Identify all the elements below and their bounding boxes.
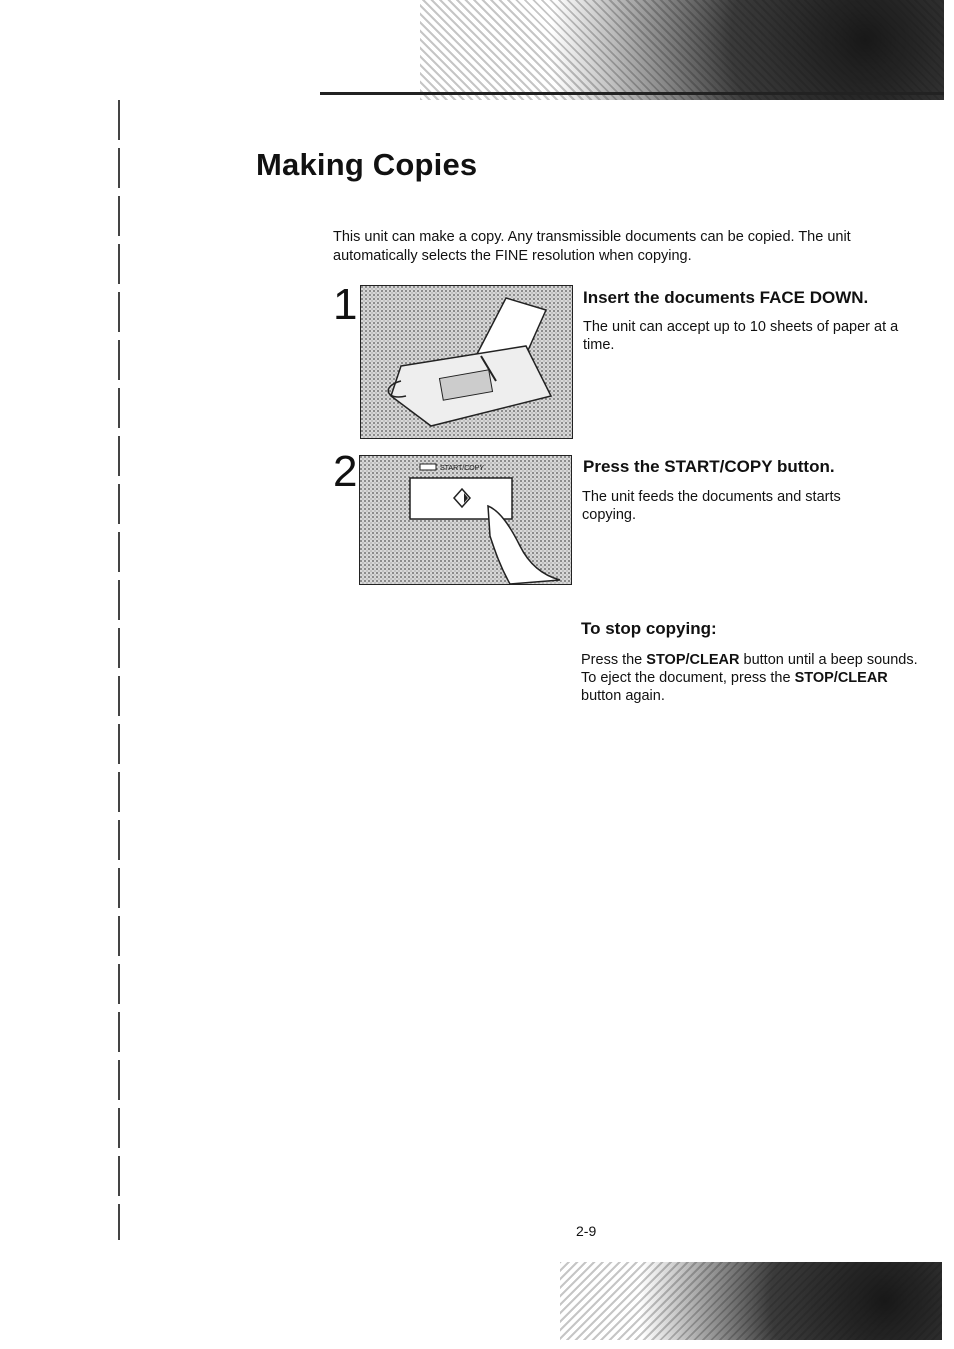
page-title: Making Copies (256, 147, 478, 182)
stop-line-2: To eject the document, press the STOP/CLEAR button again. (581, 670, 888, 704)
scan-noise-bottom (560, 1262, 942, 1340)
step-description: The unit feeds the documents and starts copying. (582, 489, 841, 523)
step-heading: Press the START/COPY button. (583, 457, 835, 476)
stop-copying-instructions (581, 651, 931, 705)
step-heading: Insert the documents FACE DOWN. (583, 288, 869, 307)
stop-copying-heading: To stop copying: (581, 619, 717, 638)
intro-paragraph: This unit can make a copy. Any transmissible documents can be copied. The unit automatically selects the FINE resolution when copying. (333, 229, 851, 264)
scan-noise-top (420, 0, 944, 100)
step-number: 2 (333, 447, 358, 496)
page-number: 2-9 (576, 1223, 597, 1239)
header-rule (320, 92, 944, 95)
stop-line-1: Press the STOP/CLEAR button until a beep sounds. (581, 652, 918, 668)
step-number: 1 (333, 280, 358, 329)
fax-machine-illustration (360, 285, 573, 439)
button-caption: START/COPY (440, 465, 485, 472)
start-copy-button-illustration (359, 455, 572, 585)
scan-margin-line (118, 100, 120, 1240)
step-description: The unit can accept up to 10 sheets of paper at a time. (583, 319, 899, 353)
